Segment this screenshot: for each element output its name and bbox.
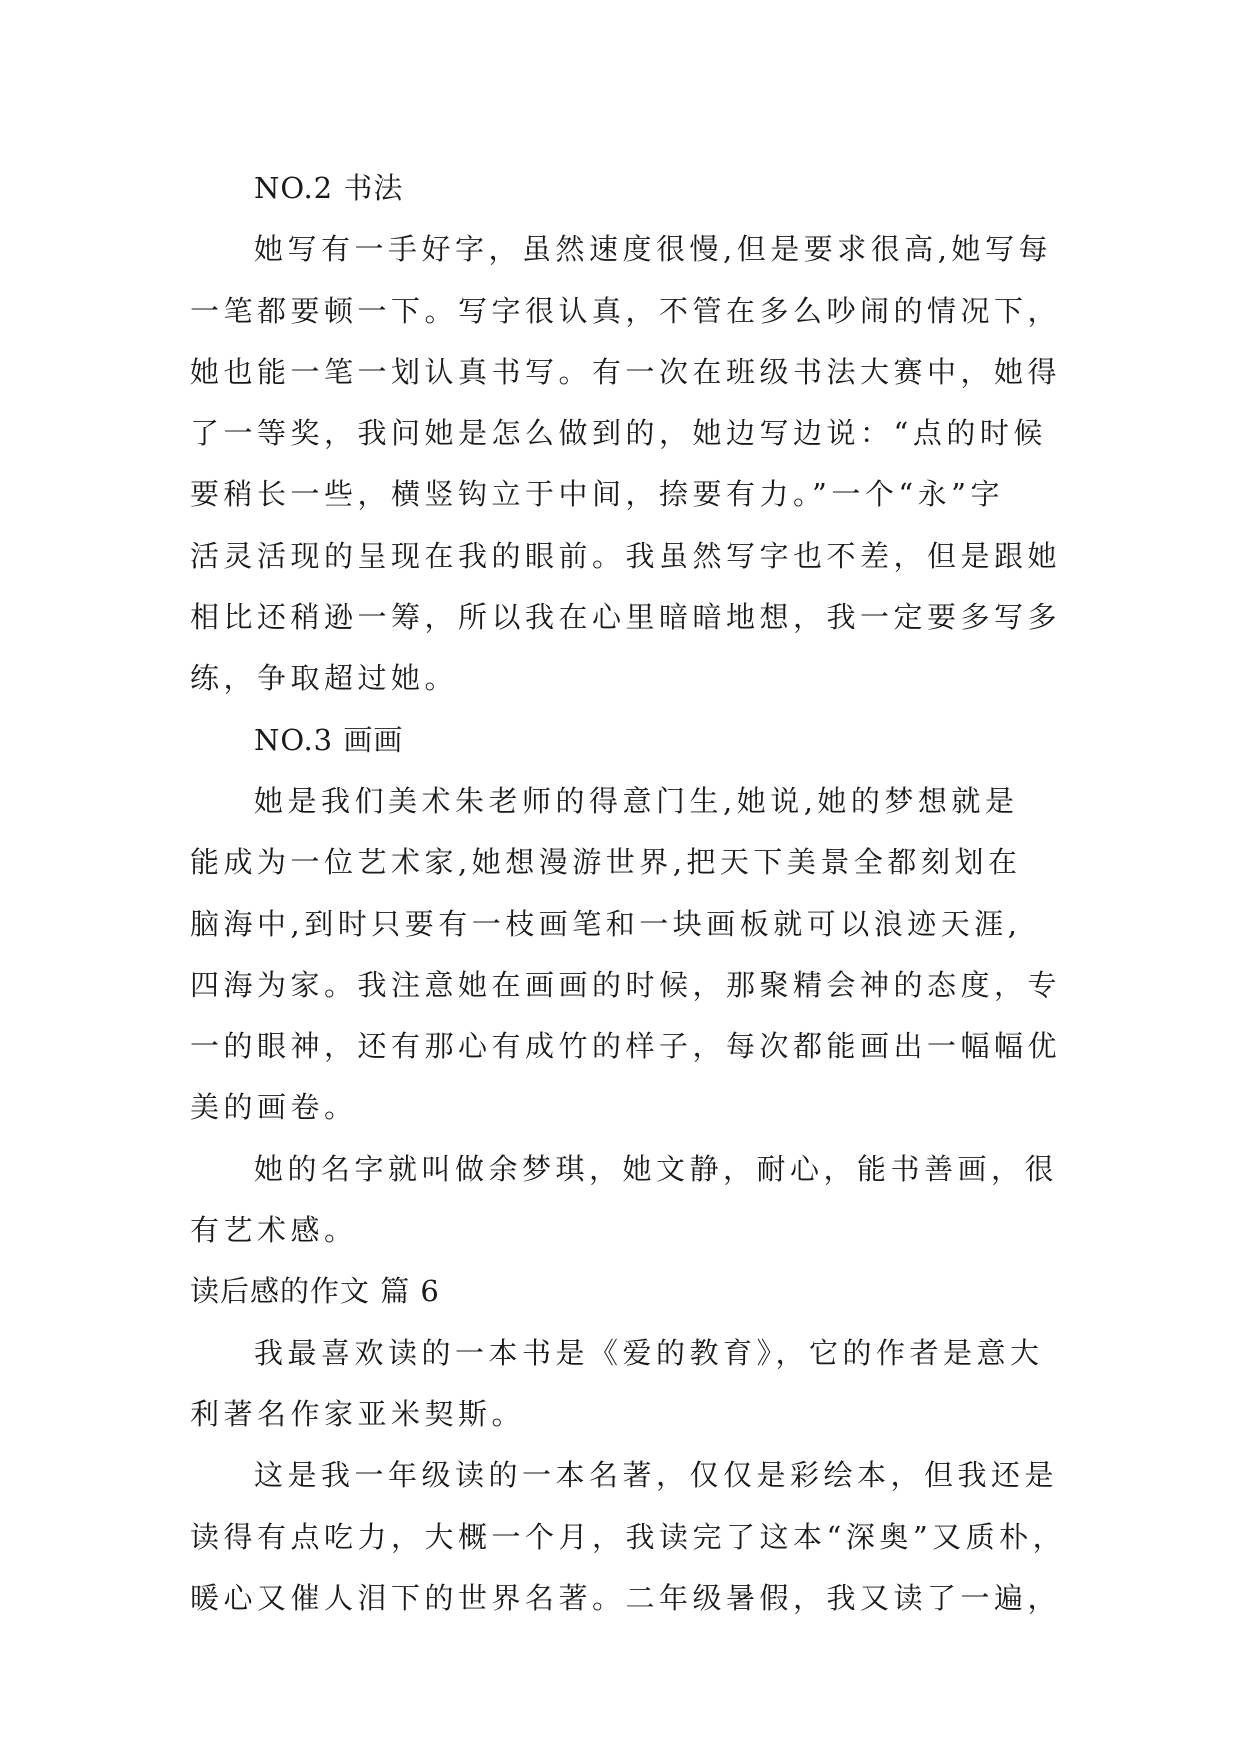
paragraph-line: 暖心又催人泪下的世界名著。二年级暑假，我又读了一遍， [190, 1580, 1062, 1615]
paragraph-line: 她也能一笔一划认真书写。有一次在班级书法大赛中，她得 [190, 354, 1062, 389]
paragraph-line: 利著名作家亚米契斯。 [190, 1396, 526, 1431]
paragraph-line: 活灵活现的呈现在我的眼前。我虽然写字也不差，但是跟她 [190, 538, 1062, 573]
paragraph-line: 能成为一位艺术家,她想漫游世界,把天下美景全都刻划在 [190, 845, 1022, 880]
paragraph-line: 相比还稍逊一筹，所以我在心里暗暗地想，我一定要多写多 [190, 600, 1062, 635]
paragraph-line: 一笔都要顿一下。写字很认真，不管在多么吵闹的情况下， [190, 293, 1062, 328]
paragraph-line: 她是我们美术朱老师的得意门生,她说,她的梦想就是 [254, 783, 1019, 818]
paragraph-line: 了一等奖，我问她是怎么做到的，她边写边说：“点的时候 [190, 416, 1047, 451]
paragraph-line: 要稍长一些，横竖钩立于中间，捺要有力。”一个“永”字 [190, 477, 1004, 512]
section-heading-calligraphy: NO.2 书法 [254, 171, 404, 205]
paragraph-line: 四海为家。我注意她在画画的时候，那聚精会神的态度，专 [190, 967, 1062, 1002]
document-page [190, 158, 1067, 1629]
paragraph-line: 有艺术感。 [190, 1213, 358, 1248]
section-heading-painting: NO.3 画画 [254, 722, 404, 757]
paragraph-line: 脑海中,到时只要有一枝画笔和一块画板就可以浪迹天涯, [190, 906, 1022, 941]
paragraph-line: 练，争取超过她。 [190, 661, 459, 696]
paragraph-line: 一的眼神，还有那心有成竹的样子，每次都能画出一幅幅优 [190, 1029, 1062, 1064]
paragraph-line: 她的名字就叫做余梦琪，她文静，耐心，能书善画，很 [254, 1151, 1059, 1186]
paragraph-line: 这是我一年级读的一本名著，仅仅是彩绘本，但我还是 [254, 1458, 1059, 1493]
paragraph-line: 我最喜欢读的一本书是《爱的教育》，它的作者是意大 [254, 1335, 1044, 1370]
paragraph-line: 读得有点吃力，大概一个月，我读完了这本“深奥”又质朴， [190, 1519, 1067, 1554]
paragraph-line: 她写有一手好字，虽然速度很慢,但是要求很高,她写每 [254, 232, 1052, 267]
paragraph-line: 美的画卷。 [190, 1090, 358, 1125]
article-title: 读后感的作文 篇 6 [190, 1274, 440, 1309]
